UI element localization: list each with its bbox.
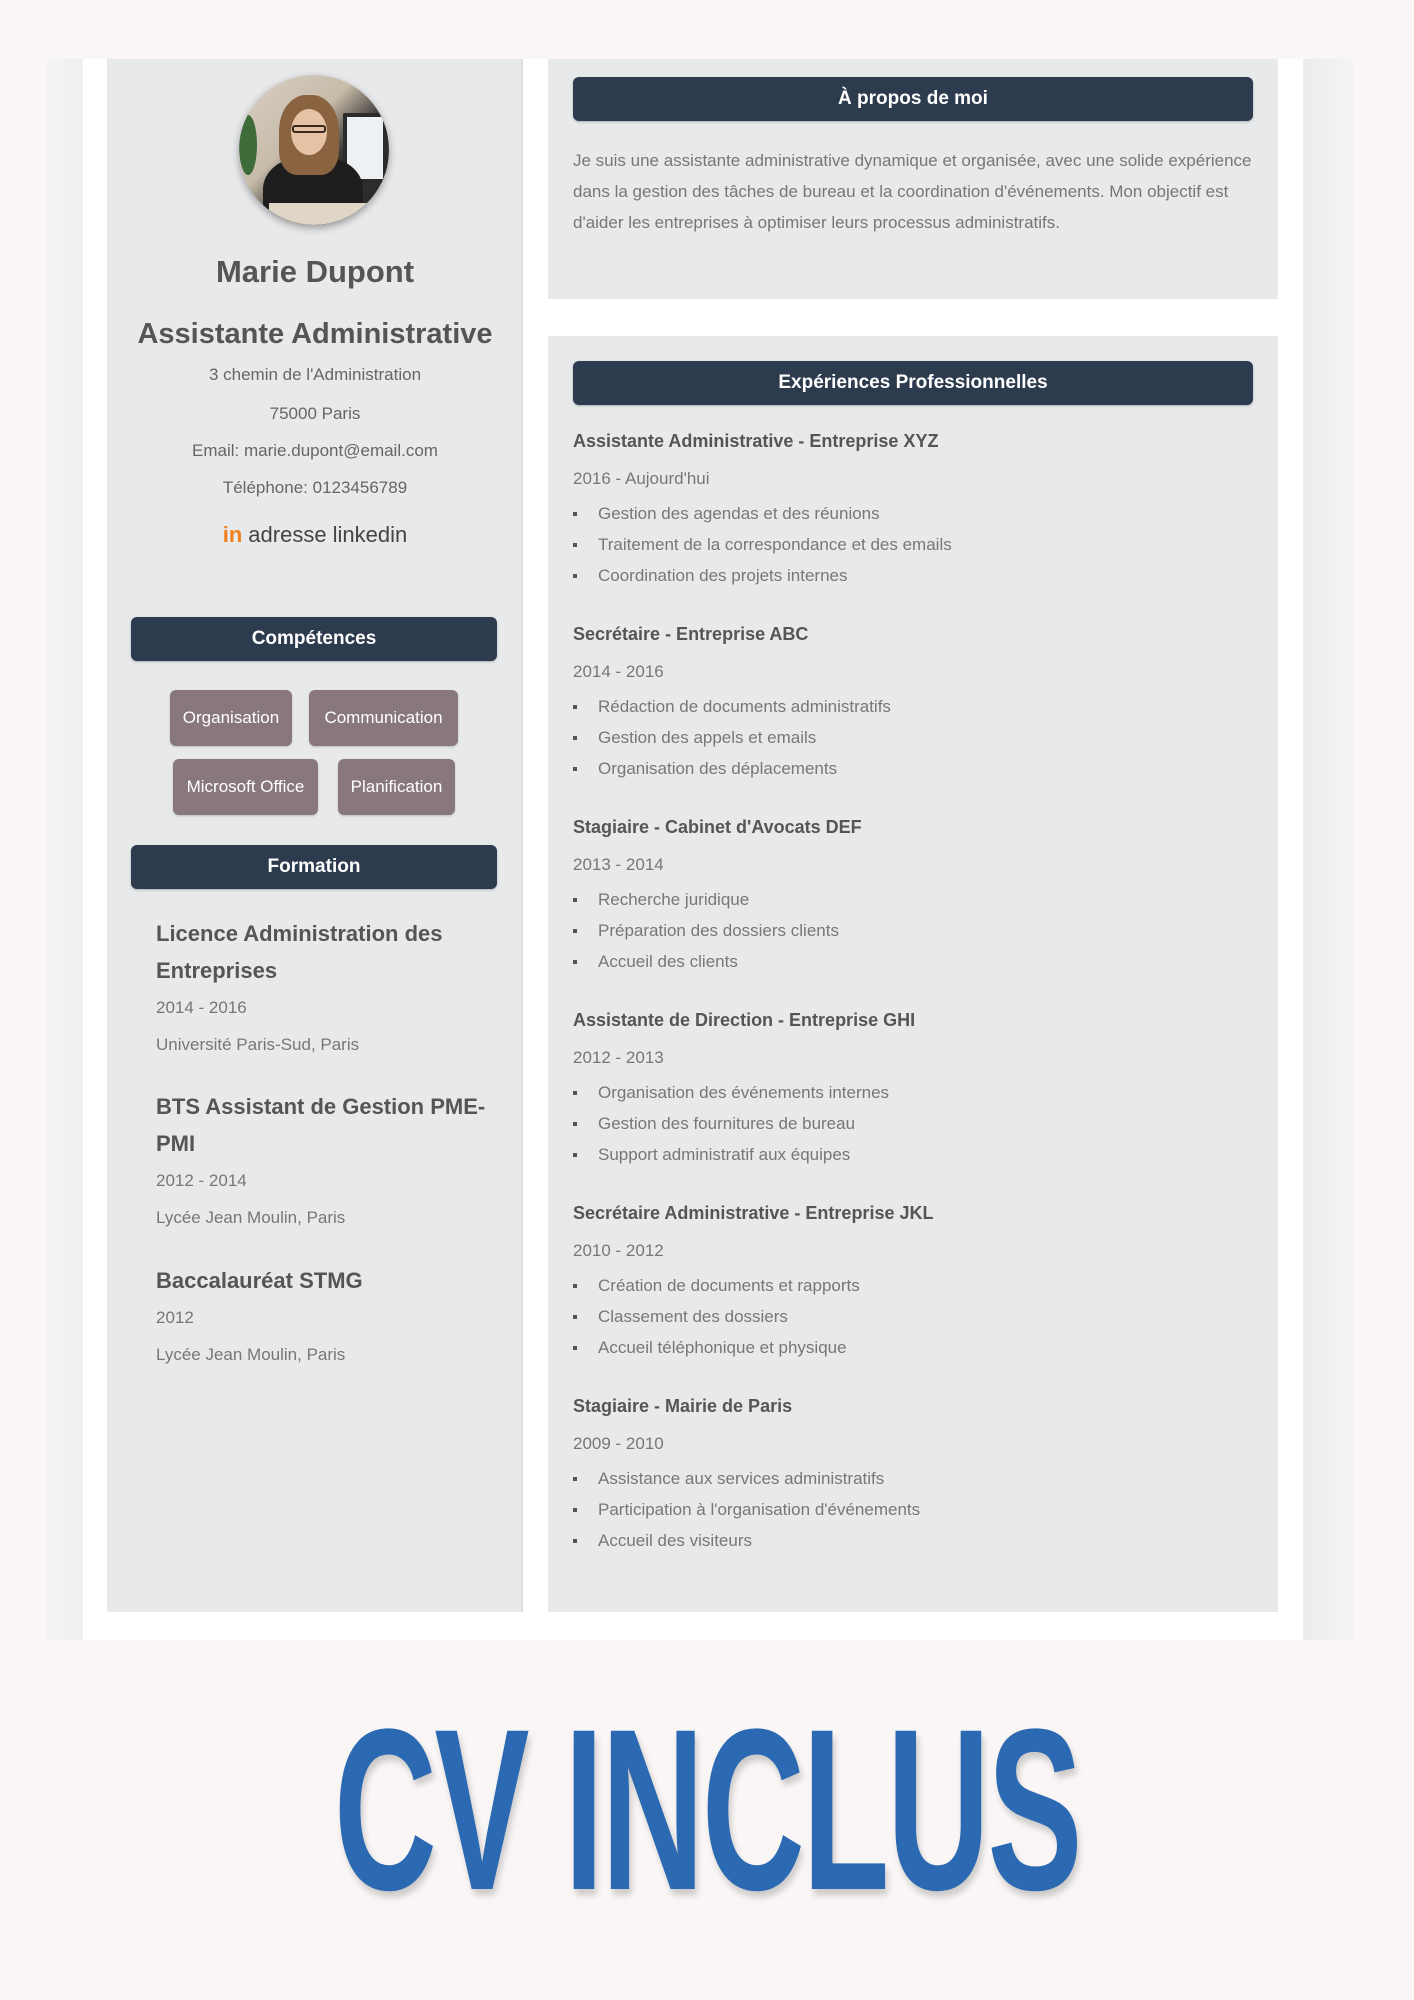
job-role: Secrétaire - Entreprise ABC — [573, 624, 809, 644]
job-role: Secrétaire Administrative - Entreprise JKL — [573, 1203, 934, 1223]
job-tasks — [573, 1468, 1263, 1561]
candidate-title: Assistante Administrative — [137, 318, 493, 350]
experience-item — [573, 619, 1263, 789]
profile-photo — [239, 75, 389, 225]
skills-heading: Compétences — [131, 617, 497, 661]
education-heading: Formation — [131, 845, 497, 889]
job-tasks — [573, 889, 1263, 982]
education-item — [156, 1262, 496, 1373]
task-item: Création de documents et rapports — [573, 1275, 1263, 1306]
sidebar — [107, 59, 523, 1612]
degree-years: 2014 - 2016 — [156, 998, 247, 1017]
about-section — [548, 59, 1278, 299]
candidate-name: Marie Dupont — [215, 254, 415, 289]
job-dates: 2009 - 2010 — [573, 1434, 664, 1453]
education-item — [156, 1088, 496, 1236]
task-item: Accueil des clients — [573, 951, 1263, 982]
job-role: Assistante Administrative - Entreprise XYZ — [573, 431, 939, 451]
skill-badge: Microsoft Office — [173, 759, 318, 815]
job-tasks — [573, 1275, 1263, 1368]
task-item: Classement des dossiers — [573, 1306, 1263, 1337]
job-role: Assistante de Direction - Entreprise GHI — [573, 1010, 916, 1030]
task-item: Gestion des appels et emails — [573, 727, 1263, 758]
linkedin-link[interactable] — [107, 522, 523, 548]
job-dates: 2013 - 2014 — [573, 855, 664, 874]
photo-glasses — [292, 125, 326, 133]
task-item: Gestion des fournitures de bureau — [573, 1113, 1263, 1144]
address-line-1: 3 chemin de l'Administration — [208, 365, 422, 384]
experience-heading: Expériences Professionnelles — [573, 361, 1253, 405]
task-item: Support administratif aux équipes — [573, 1144, 1263, 1175]
task-item: Organisation des déplacements — [573, 758, 1263, 789]
job-tasks — [573, 503, 1263, 596]
degree-school: Lycée Jean Moulin, Paris — [156, 1345, 346, 1364]
degree-title: Baccalauréat STMG — [156, 1268, 363, 1293]
job-dates: 2016 - Aujourd'hui — [573, 469, 710, 488]
cv-page — [83, 59, 1303, 1640]
job-dates: 2010 - 2012 — [573, 1241, 664, 1260]
degree-title: Licence Administration des Entreprises — [156, 921, 443, 983]
job-tasks — [573, 1082, 1263, 1175]
degree-school: Lycée Jean Moulin, Paris — [156, 1208, 346, 1227]
task-item: Recherche juridique — [573, 889, 1263, 920]
experience-section — [548, 336, 1278, 1612]
phone-text[interactable]: Téléphone: 0123456789 — [222, 478, 408, 497]
linkedin-icon: in — [222, 522, 243, 547]
task-item: Préparation des dossiers clients — [573, 920, 1263, 951]
degree-title: BTS Assistant de Gestion PME-PMI — [156, 1094, 486, 1156]
job-dates: 2014 - 2016 — [573, 662, 664, 681]
degree-years: 2012 - 2014 — [156, 1171, 247, 1190]
education-item — [156, 915, 496, 1063]
experience-item — [573, 1005, 1263, 1175]
task-item: Traitement de la correspondance et des emails — [573, 534, 1263, 565]
about-heading: À propos de moi — [573, 77, 1253, 121]
job-dates: 2012 - 2013 — [573, 1048, 664, 1067]
linkedin-label: adresse linkedin — [248, 522, 408, 547]
cv-included-banner: CV INCLUS — [333, 1681, 1081, 1938]
job-role: Stagiaire - Cabinet d'Avocats DEF — [573, 817, 862, 837]
task-item: Organisation des événements internes — [573, 1082, 1263, 1113]
task-item: Participation à l'organisation d'événements — [573, 1499, 1263, 1530]
photo-desk — [269, 203, 379, 225]
degree-school: Université Paris-Sud, Paris — [156, 1035, 360, 1054]
skill-badge: Planification — [338, 759, 455, 815]
skill-badge: Communication — [309, 690, 458, 746]
experience-item — [573, 812, 1263, 982]
email-text[interactable]: Email: marie.dupont@email.com — [192, 441, 438, 460]
job-role: Stagiaire - Mairie de Paris — [573, 1396, 793, 1416]
degree-years: 2012 — [156, 1308, 194, 1327]
task-item: Coordination des projets internes — [573, 565, 1263, 596]
skill-badge: Organisation — [170, 690, 292, 746]
task-item: Assistance aux services administratifs — [573, 1468, 1263, 1499]
job-tasks — [573, 696, 1263, 789]
page-shadow-right — [1303, 59, 1354, 1640]
experience-item — [573, 426, 1263, 596]
experience-item — [573, 1391, 1263, 1561]
experience-item — [573, 1198, 1263, 1368]
task-item: Accueil des visiteurs — [573, 1530, 1263, 1561]
task-item: Accueil téléphonique et physique — [573, 1337, 1263, 1368]
page-shadow-left — [46, 59, 83, 1640]
address-line-2: 75000 Paris — [269, 404, 361, 423]
task-item: Gestion des agendas et des réunions — [573, 503, 1263, 534]
task-item: Rédaction de documents administratifs — [573, 696, 1263, 727]
about-text: Je suis une assistante administrative dynamique et organisée, avec une solide expérience dans la gestion des tâches de bureau et la coordination d'événements. Mon objectif est d'aider les entreprises à optimiser leurs processus administratifs. — [573, 151, 1252, 232]
photo-plant — [239, 115, 257, 175]
